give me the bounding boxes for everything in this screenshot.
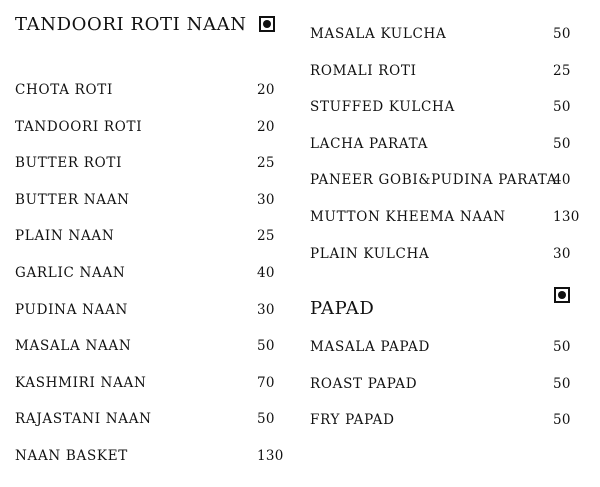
item-price: 130 (553, 208, 580, 225)
veg-indicator-icon (554, 287, 570, 303)
list-item (310, 341, 580, 378)
item-price: 70 (257, 374, 275, 391)
item-name: BUTTER NAAN (15, 191, 130, 208)
item-name: TANDOORI ROTI (15, 118, 143, 135)
kulcha-item-list (310, 28, 580, 284)
item-price: 130 (257, 447, 284, 464)
item-name: PUDINA NAAN (15, 301, 129, 318)
list-item (310, 101, 580, 138)
list-item (310, 28, 580, 65)
list-item (310, 375, 580, 415)
item-name: CHOTA ROTI (15, 82, 114, 98)
item-name: NAAN BASKET (15, 447, 128, 464)
item-name: MUTTON KHEEMA NAAN (310, 208, 506, 225)
item-price: 50 (257, 338, 275, 355)
item-price: 40 (553, 172, 571, 189)
item-name: LACHA PARATA (310, 135, 429, 152)
list-item (310, 62, 580, 102)
list-item (15, 447, 285, 487)
item-price: 50 (553, 26, 571, 42)
list-item (310, 174, 580, 211)
item-price: 25 (553, 62, 571, 79)
item-price: 50 (553, 412, 571, 429)
list-item (15, 118, 285, 158)
list-item (15, 230, 285, 267)
item-name: MASALA PAPAD (310, 339, 430, 355)
tandoori-section-title: TANDOORI ROTI NAAN (15, 14, 247, 35)
item-name: PLAIN KULCHA (310, 245, 430, 262)
item-price: 50 (257, 411, 275, 428)
list-item (15, 84, 285, 121)
item-price: 50 (553, 135, 571, 152)
tandoori-item-list (15, 84, 285, 487)
veg-indicator-icon (259, 16, 275, 32)
item-price: 20 (257, 82, 275, 98)
list-item (15, 157, 285, 194)
item-name: GARLIC NAAN (15, 264, 126, 281)
item-price: 50 (553, 375, 571, 392)
item-price: 20 (257, 118, 275, 135)
list-item (310, 135, 580, 175)
list-item (15, 191, 285, 231)
item-price: 50 (553, 99, 571, 116)
item-price: 25 (257, 228, 275, 245)
item-name: KASHMIRI NAAN (15, 374, 147, 391)
papad-item-list (310, 341, 580, 451)
item-name: MASALA KULCHA (310, 26, 447, 42)
papad-section-title: PAPAD (310, 298, 375, 319)
item-name: FRY PAPAD (310, 412, 395, 429)
item-price: 50 (553, 339, 571, 355)
item-name: ROMALI ROTI (310, 62, 417, 79)
list-item (15, 413, 285, 450)
list-item (310, 245, 580, 285)
item-name: ROAST PAPAD (310, 375, 418, 392)
item-name: PANEER GOBI&PUDINA PARATA (310, 172, 558, 189)
item-name: STUFFED KULCHA (310, 99, 455, 116)
item-price: 40 (257, 264, 275, 281)
list-item (15, 374, 285, 414)
item-name: PLAIN NAAN (15, 228, 115, 245)
list-item (310, 208, 580, 248)
list-item (15, 301, 285, 341)
item-price: 30 (257, 301, 275, 318)
item-name: RAJASTANI NAAN (15, 411, 152, 428)
list-item (310, 414, 580, 451)
item-name: MASALA NAAN (15, 338, 132, 355)
item-name: BUTTER ROTI (15, 155, 123, 172)
item-price: 25 (257, 155, 275, 172)
list-item (15, 264, 285, 304)
list-item (15, 340, 285, 377)
item-price: 30 (553, 245, 571, 262)
item-price: 30 (257, 191, 275, 208)
